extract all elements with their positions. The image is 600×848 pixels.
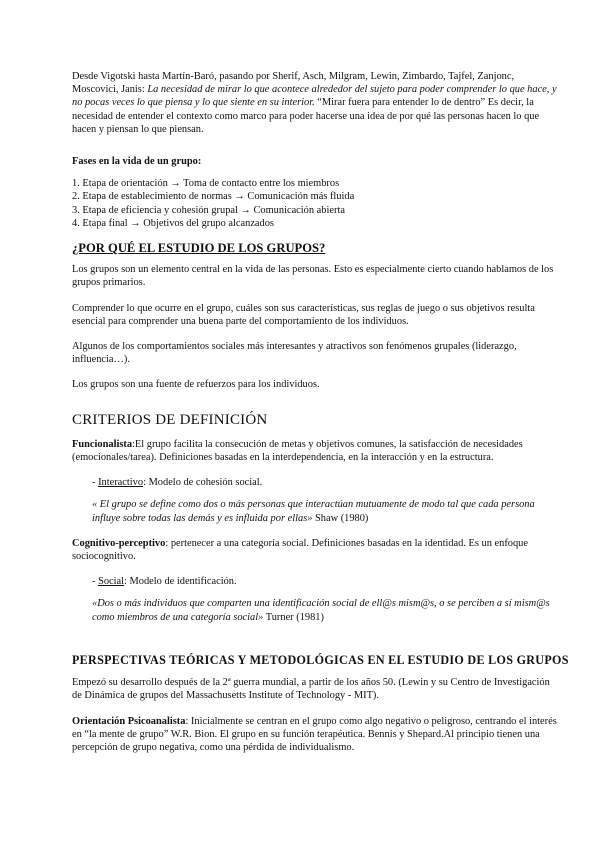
- shaw-quote-text: « El grupo se define como dos o más personas que interactúan mutuamente de modo tal que cada persona influye sobre todas las demás y es influida por ellas»: [92, 499, 535, 524]
- interactivo-text: : Modelo de cohesión social.: [143, 477, 263, 489]
- fases-title: Fases en la vida de un grupo:: [72, 156, 202, 168]
- cognitivo-paragraph: [72, 537, 562, 563]
- fases-item: 3. Etapa de eficiencia y cohesión grupal → Comunicación abierta: [72, 204, 345, 216]
- fases-list: [72, 177, 562, 230]
- perspectivas-heading: PERSPECTIVAS TEÓRICAS Y METODOLÓGICAS EN EL ESTUDIO DE LOS GRUPOS: [72, 652, 569, 667]
- shaw-quote: [92, 498, 562, 524]
- fases-item: 4. Etapa final → Objetivos del grupo alcanzados: [72, 217, 274, 229]
- porque-heading: ¿POR QUÉ EL ESTUDIO DE LOS GRUPOS?: [72, 241, 326, 256]
- porque-paragraph: Algunos de los comportamientos sociales más interesantes y atractivos son fenómenos grupales (liderazgo, influencia…).: [72, 341, 517, 366]
- funcionalista-label: Funcionalista: [72, 438, 133, 450]
- intro-tail: “Mirar fuera para entender lo de dentro” Es decir, la necesidad de entender el contexto como marco para poder hacerse una idea de por qué las personas hacen lo que hacen y piensan lo que piensan.: [72, 97, 540, 135]
- porque-paragraph: Los grupos son una fuente de refuerzos para los individuos.: [72, 379, 320, 391]
- document-page: [72, 70, 569, 766]
- funcionalista-paragraph: [72, 438, 562, 464]
- interactivo-item: [92, 476, 562, 489]
- social-prefix: -: [92, 576, 99, 588]
- psicoanalista-label: Orientación Psicoanalista: [72, 715, 186, 727]
- fases-item: 2. Etapa de establecimiento de normas → Comunicación más fluida: [72, 191, 355, 203]
- intro-paragraph: [72, 70, 562, 136]
- turner-quote: [92, 597, 562, 623]
- psicoanalista-paragraph: [72, 715, 562, 755]
- psicoanalista-text: : Inicialmente se centran en el grupo como algo negativo o peligroso, centrando el interés en “la mente de grupo” W.R. Bion. El grupo en su función terapéutica. Bennis y Shepard.Al principio tienen una percepción de grupo negativa, como una pérdida de individualismo.: [72, 715, 557, 753]
- interactivo-label: Interactivo: [98, 477, 144, 489]
- porque-paragraph: Los grupos son un elemento central en la vida de las personas. Esto es especialmente cierto cuando hablamos de los grupos primarios.: [72, 264, 554, 289]
- fases-item: 1. Etapa de orientación → Toma de contacto entre los miembros: [72, 178, 340, 190]
- social-item: [92, 575, 562, 588]
- interactivo-prefix: -: [92, 477, 99, 489]
- porque-paragraph: Comprender lo que ocurre en el grupo, cuáles son sus características, sus reglas de juego o sus objetivos resulta esencial para comprender una buena parte del comportamiento de los individuos.: [72, 302, 535, 327]
- cognitivo-label: Cognitivo-perceptivo: [72, 537, 166, 549]
- funcionalista-text: :El grupo facilita la consecución de metas y objetivos comunes, la satisfacción de necesidades (emocionales/tarea). Definiciones basadas en la interdependencia, en la interacción y en la estructura.: [72, 438, 523, 464]
- intro-lead: Desde Vigotski hasta Martín-Baró, pasando por Sherif, Asch, Milgram, Lewin, Zimbardo, Tajfel, Zanjonc, Moscovici, Janis:: [72, 71, 515, 96]
- shaw-quote-author: Shaw (1980): [312, 512, 369, 524]
- perspectivas-paragraph: Empezó su desarrollo después de la 2ª guerra mundial, a partir de los años 50. (Lewin y su Centro de Investigación de Dinámica de grupos del Massachusetts Institute of Technology - MIT).: [72, 677, 550, 702]
- intro-italic: La necesidad de mirar lo que acontece alrededor del sujeto para poder comprender lo que hace, y no pocas veces lo que piensa y lo que siente en su interior.: [72, 84, 557, 109]
- turner-quote-text: «Dos o más individuos que comparten una identificación social de ell@s mism@s, o se perciben a sí mism@s como miembros de una categoría social»: [92, 598, 550, 623]
- turner-quote-author: Turner (1981): [263, 611, 324, 623]
- social-text: : Modelo de identificación.: [124, 576, 237, 588]
- cognitivo-text: : pertenecer a una categoría social. Definiciones basadas en la identidad. Es un enfoque sociocognitivo.: [72, 537, 528, 563]
- social-label: Social: [98, 576, 125, 588]
- criterios-heading: CRITERIOS DE DEFINICIÓN: [72, 411, 268, 428]
